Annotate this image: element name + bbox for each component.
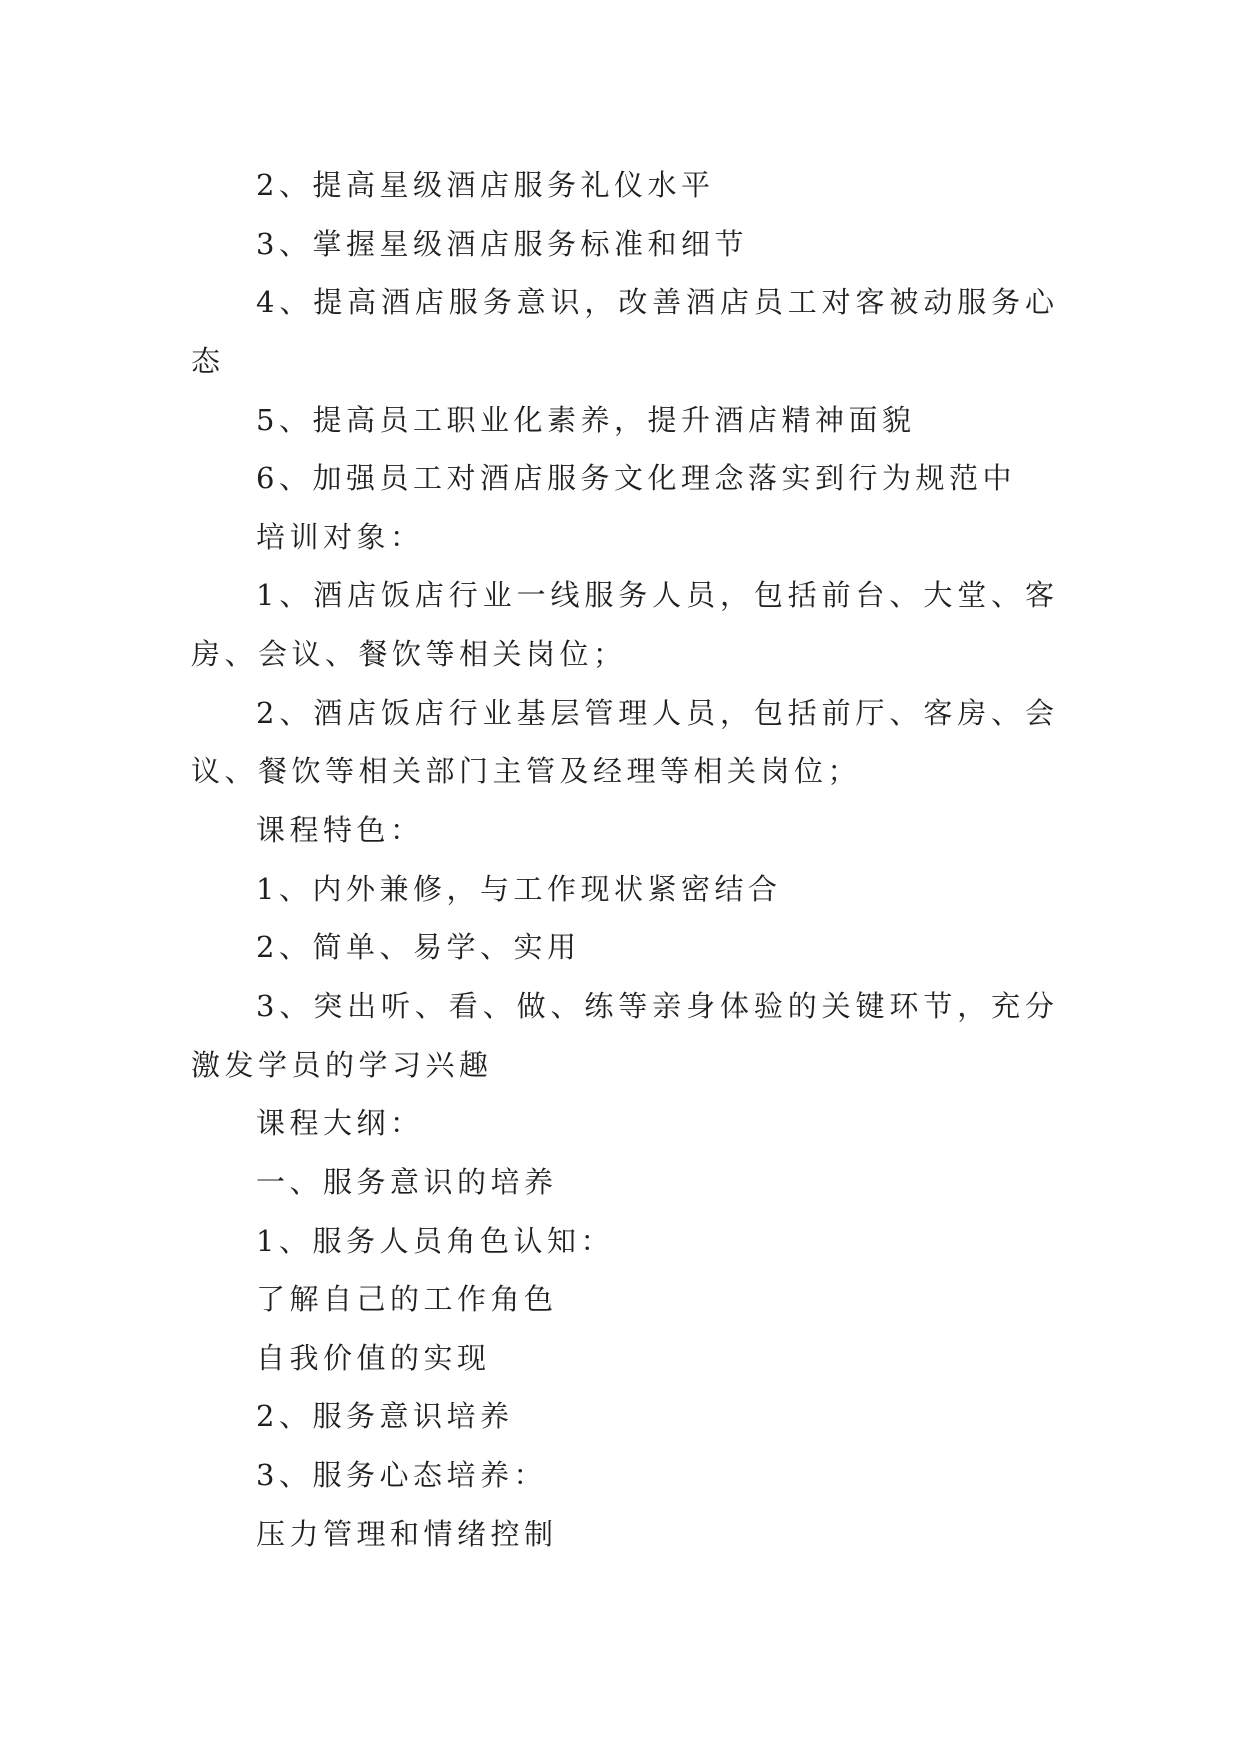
section-heading: 培训对象： (256, 519, 424, 554)
paragraph-line: 1、酒店饭店行业一线服务人员，包括前台、大堂、客 (256, 578, 1054, 613)
training-audience-section (191, 508, 1054, 801)
section-heading: 课程特色： (256, 813, 424, 848)
paragraph-line: 2、提高星级酒店服务礼仪水平 (256, 168, 715, 202)
paragraph-line: 2、简单、易学、实用 (256, 930, 581, 965)
outline-item-text: 2、服务意识培养 (256, 1399, 514, 1434)
outline-subitem: 自我价值的实现 (256, 1340, 491, 1375)
objective-item (191, 391, 1054, 450)
outline-item (191, 1387, 1054, 1446)
outline-item-text: 3、服务心态培养： (256, 1458, 547, 1493)
objective-item (191, 273, 1054, 390)
course-features-section (191, 801, 1054, 1094)
course-outline-section (191, 1094, 1054, 1563)
objective-item (191, 156, 1054, 215)
paragraph-line: 激发学员的学习兴趣 (191, 1047, 493, 1082)
paragraph-line: 6、加强员工对酒店服务文化理念落实到行为规范中 (256, 461, 1016, 496)
audience-item (191, 566, 1054, 683)
paragraph-line: 议、餐饮等相关部门主管及经理等相关岗位； (191, 754, 862, 789)
outline-item (191, 1212, 1054, 1388)
objective-item (191, 449, 1054, 508)
feature-item (191, 860, 1054, 919)
paragraph-line: 3、突出听、看、做、练等亲身体验的关键环节，充分 (256, 988, 1054, 1023)
feature-item (191, 977, 1054, 1094)
outline-subitem: 了解自己的工作角色 (256, 1282, 558, 1317)
paragraph-line: 5、提高员工职业化素养，提升酒店精神面貌 (256, 402, 916, 437)
outline-item (191, 1446, 1054, 1563)
audience-item (191, 684, 1054, 801)
outline-subitem: 压力管理和情绪控制 (256, 1516, 558, 1551)
paragraph-line: 3、掌握星级酒店服务标准和细节 (256, 226, 748, 261)
training-objectives (191, 156, 1054, 508)
objective-item (191, 215, 1054, 274)
outline-item-text: 1、服务人员角色认知： (256, 1223, 614, 1258)
paragraph-line: 4、提高酒店服务意识，改善酒店员工对客被动服务心 (256, 285, 1054, 320)
feature-item (191, 918, 1054, 977)
paragraph-line: 1、内外兼修，与工作现状紧密结合 (256, 871, 782, 906)
paragraph-line: 房、会议、餐饮等相关岗位； (191, 637, 627, 672)
document-body (191, 156, 1054, 1563)
paragraph-line: 态 (191, 343, 225, 378)
section-heading: 课程大纲： (256, 1106, 424, 1141)
paragraph-line: 2、酒店饭店行业基层管理人员，包括前厅、客房、会 (256, 695, 1054, 730)
outline-section-title: 一、服务意识的培养 (256, 1164, 558, 1199)
